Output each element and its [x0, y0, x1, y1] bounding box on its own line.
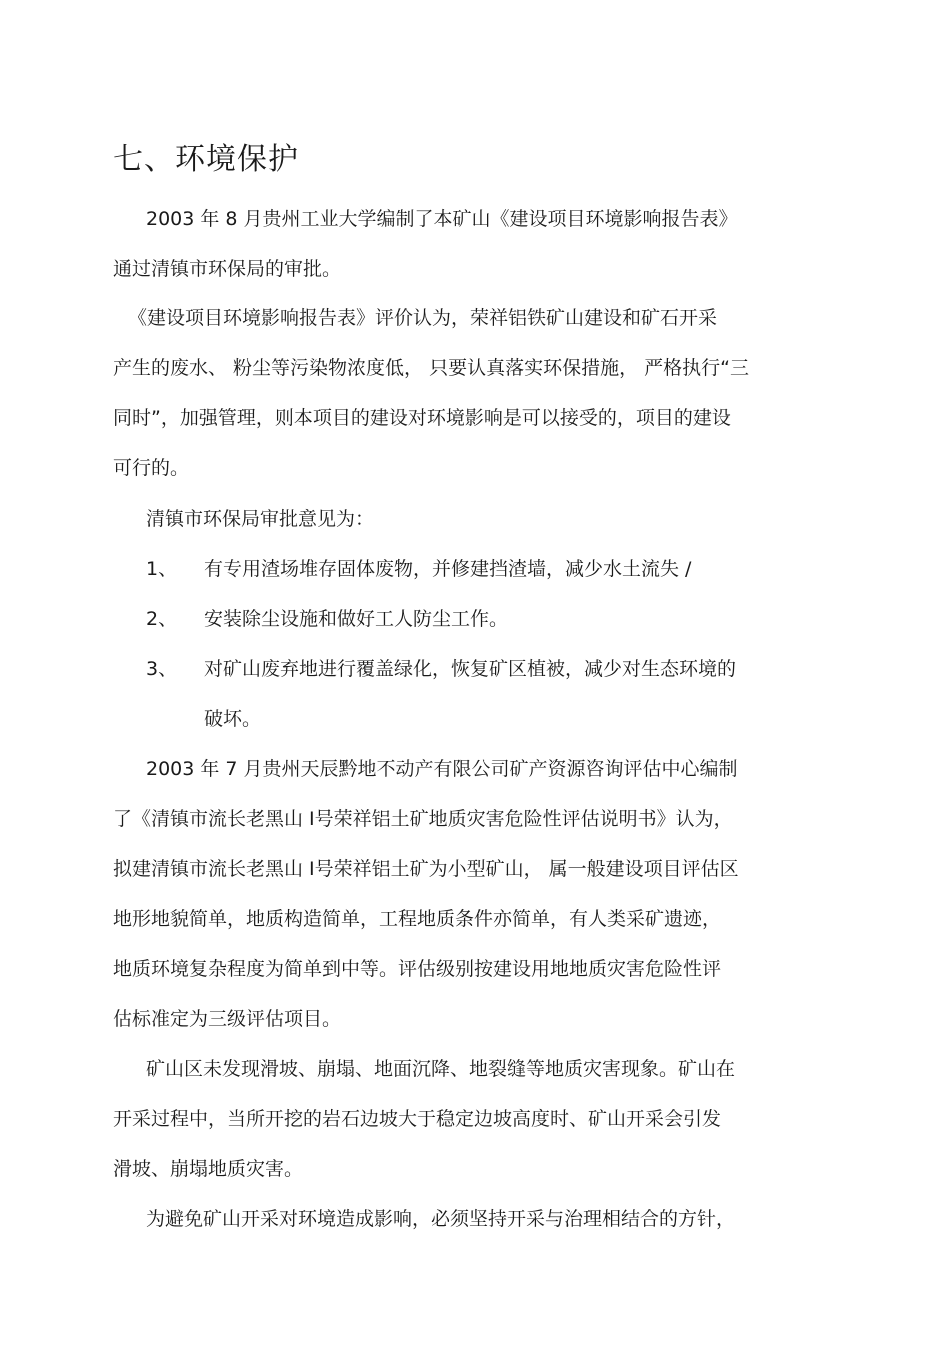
section-heading: 七、环境保护 — [113, 142, 299, 177]
paragraph3-line3: 拟建清镇市流长老黑山 Ⅰ号荣祥铝土矿为小型矿山， 属一般建设项目评估区 — [113, 858, 739, 880]
approval-item-2-number: 2、 — [146, 608, 178, 630]
paragraph3-line4: 地形地貌简单，地质构造简单，工程地质条件亦简单，有人类采矿遗迹， — [113, 908, 722, 930]
paragraph4-line1: 矿山区未发现滑坡、崩塌、地面沉降、地裂缝等地质灾害现象。矿山在 — [146, 1058, 736, 1080]
paragraph5-line1: 为避免矿山开采对环境造成影响，必须坚持开采与治理相结合的方针， — [146, 1208, 736, 1230]
paragraph1-line1: 2003 年 8 月贵州工业大学编制了本矿山《建设项目环境影响报告表》 — [146, 208, 738, 230]
approval-item-3-text: 对矿山废弃地进行覆盖绿化，恢复矿区植被，减少对生态环境的 — [204, 658, 737, 680]
paragraph2-line2: 产生的废水、 粉尘等污染物浓度低， 只要认真落实环保措施， 严格执行“三 — [113, 357, 749, 379]
paragraph2-line4: 可行的。 — [113, 457, 190, 479]
paragraph3-line1: 2003 年 7 月贵州天辰黔地不动产有限公司矿产资源咨询评估中心编制 — [146, 758, 738, 780]
paragraph3-line5: 地质环境复杂程度为简单到中等。评估级别按建设用地地质灾害危险性评 — [113, 958, 722, 980]
approval-intro: 清镇市环保局审批意见为： — [146, 508, 375, 530]
paragraph2-line1: 《建设项目环境影响报告表》评价认为，荣祥铝铁矿山建设和矿石开采 — [128, 307, 718, 329]
approval-item-3-text-continued: 破坏。 — [204, 708, 262, 730]
paragraph1-line2: 通过清镇市环保局的审批。 — [113, 258, 342, 280]
approval-item-3-number: 3、 — [146, 658, 178, 680]
approval-item-1-number: 1、 — [146, 558, 178, 580]
paragraph3-line6: 估标准定为三级评估项目。 — [113, 1008, 342, 1030]
paragraph3-line2: 了《清镇市流长老黑山 Ⅰ号荣祥铝土矿地质灾害危险性评估说明书》认为， — [113, 808, 733, 830]
paragraph4-line2: 开采过程中，当所开挖的岩石边坡大于稳定边坡高度时、矿山开采会引发 — [113, 1108, 722, 1130]
paragraph2-line3: 同时”，加强管理，则本项目的建设对环境影响是可以接受的，项目的建设 — [113, 407, 731, 429]
paragraph4-line3: 滑坡、崩塌地质灾害。 — [113, 1158, 304, 1180]
approval-item-1-text: 有专用渣场堆存固体废物，并修建挡渣墙，减少水土流失 / — [204, 558, 692, 580]
approval-item-2-text: 安装除尘设施和做好工人防尘工作。 — [204, 608, 509, 630]
